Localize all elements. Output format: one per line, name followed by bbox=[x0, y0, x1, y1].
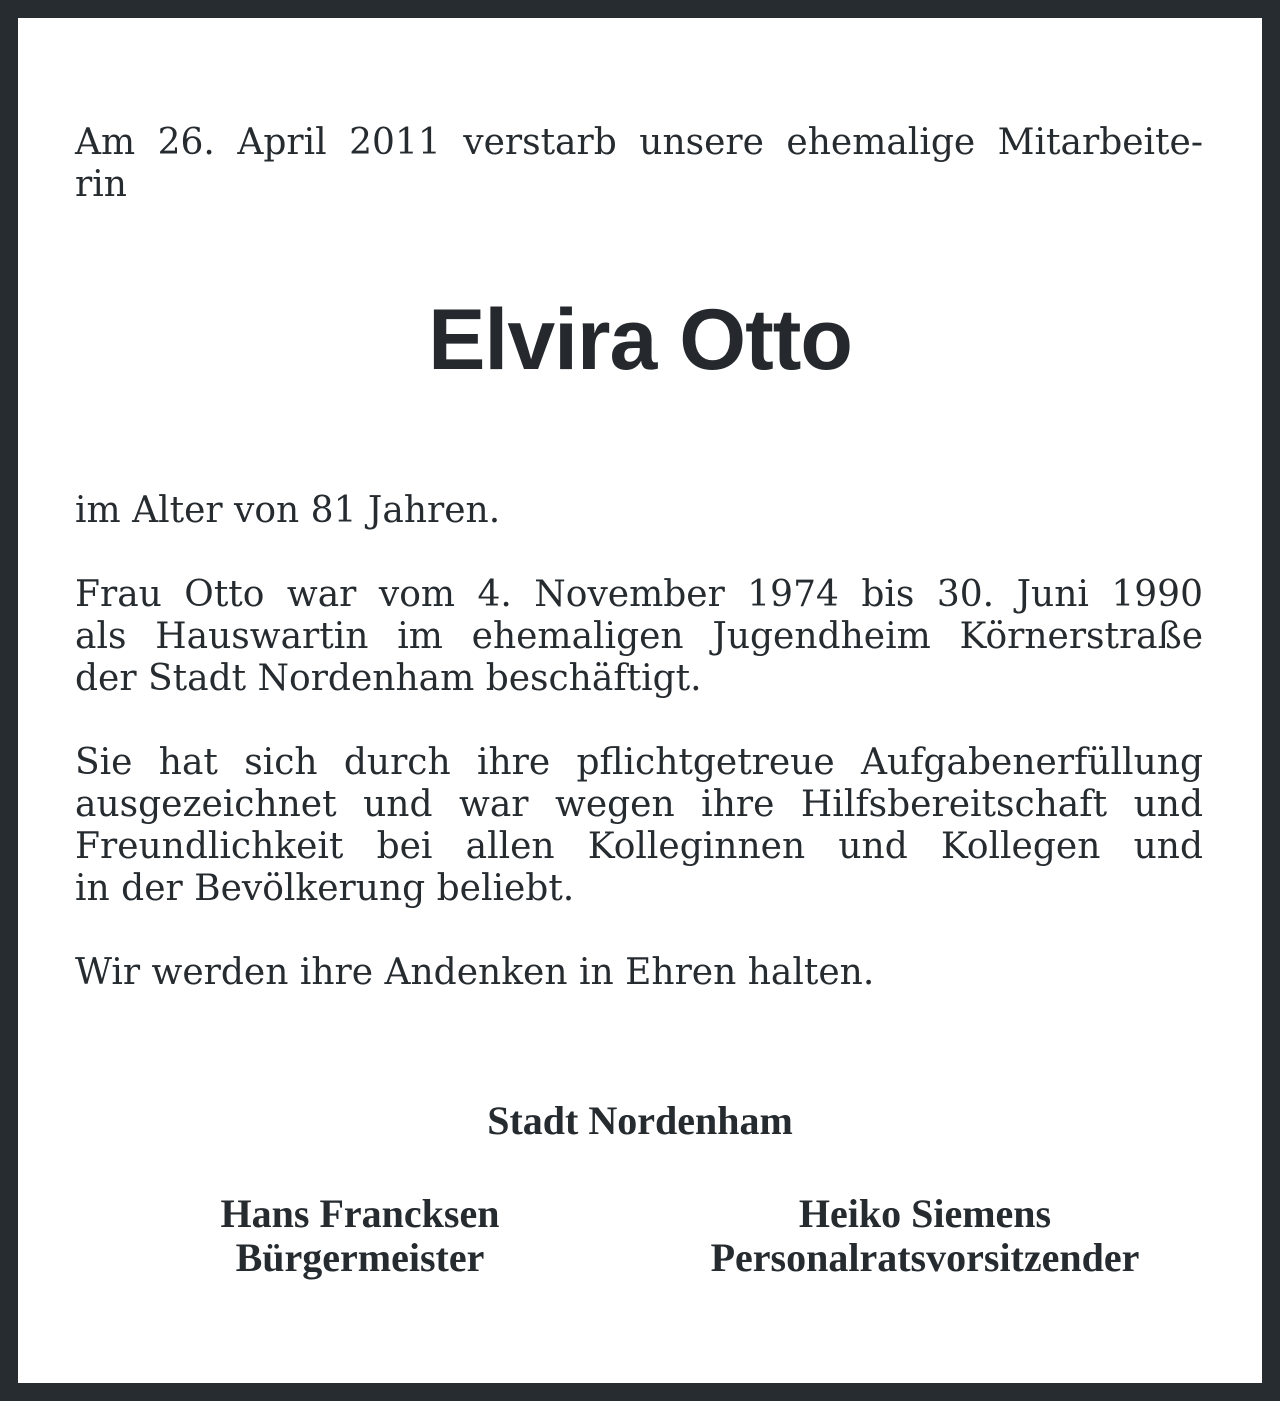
signatory-name: Hans Francksen bbox=[220, 1191, 500, 1236]
paragraph-line: als Hauswartin im ehemaligen Jugendheim Körnerstraße bbox=[75, 616, 1203, 657]
deceased-name: Elvira Otto bbox=[428, 292, 852, 388]
signatory-role: Bürgermeister bbox=[235, 1235, 485, 1280]
age-text: im Alter von 81 Jahren. bbox=[75, 490, 501, 531]
closing-paragraph bbox=[75, 952, 1203, 994]
employment-paragraph bbox=[75, 574, 1203, 700]
paragraph-line: Sie hat sich durch ihre pflichtgetreue Aufgabenerfüllung bbox=[75, 742, 1203, 783]
paragraph-line: Freundlichkeit bei allen Kolleginnen und Kollegen und bbox=[75, 826, 1203, 867]
paragraph-line: Frau Otto war vom 4. November 1974 bis 30. Juni 1990 bbox=[75, 574, 1203, 615]
intro-paragraph bbox=[75, 122, 1203, 206]
organization-name: Stadt Nordenham bbox=[487, 1098, 793, 1143]
age-line bbox=[75, 490, 1203, 532]
closing-text: Wir werden ihre Andenken in Ehren halten. bbox=[75, 952, 875, 993]
intro-line: Am 26. April 2011 verstarb unsere ehemalige Mitarbeite- bbox=[75, 122, 1203, 163]
tribute-paragraph bbox=[75, 742, 1203, 910]
paragraph-line: der Stadt Nordenham beschäftigt. bbox=[75, 658, 702, 699]
paragraph-line: in der Bevölkerung beliebt. bbox=[75, 868, 575, 909]
signatory-role: Personalratsvorsitzender bbox=[710, 1235, 1140, 1280]
signatory-name: Heiko Siemens bbox=[798, 1191, 1052, 1236]
paragraph-line: ausgezeichnet und war wegen ihre Hilfsbereitschaft und bbox=[75, 784, 1203, 825]
intro-line: rin bbox=[75, 164, 127, 205]
signatory-mayor bbox=[150, 1192, 570, 1280]
signatory-staff-council bbox=[640, 1192, 1210, 1280]
